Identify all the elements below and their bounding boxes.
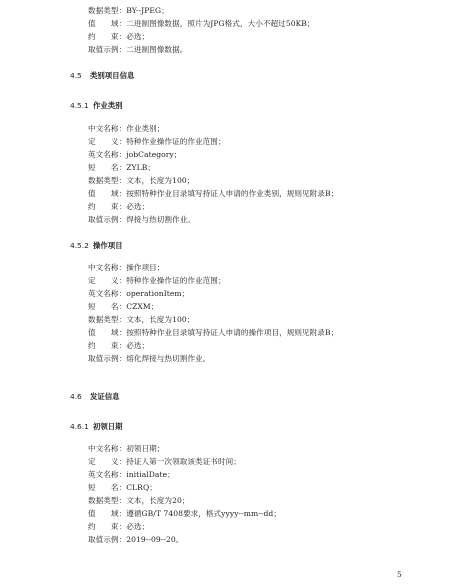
top-field-line: 值 域：二进制图像数据，照片为JPG格式，大小不超过50KB； [88, 19, 315, 28]
field-line: 值 域：遵循GB/T 7408要求，格式yyyy--mm--dd； [88, 509, 281, 518]
field-line: 短 名：ZYLB； [88, 163, 155, 172]
field-line: 值 域：按照特种作业目录填写持证人申请的作业类别，规则见附录B； [88, 189, 339, 198]
section-heading-4-5 [70, 71, 134, 81]
section-heading-4-5-1 [70, 101, 123, 111]
section-number: 4.6 [70, 392, 82, 401]
section-number: 4.5.2 [70, 241, 89, 250]
field-line: 中文名称：操作项目； [88, 263, 165, 272]
field-line: 短 名：CZXM； [88, 302, 159, 311]
section-heading-4-5-2 [70, 241, 123, 251]
field-line: 英文名称：operationItem； [88, 289, 190, 298]
field-line: 值 域：按照特种作业目录填写持证人申请的操作项目，规则见附录B； [88, 328, 339, 337]
section-title: 初领日期 [93, 422, 123, 431]
section-heading-4-6-1 [70, 422, 123, 432]
section-number: 4.5 [70, 71, 82, 80]
field-line: 约 束：必选； [88, 341, 150, 350]
field-line: 定 义：特种作业操作证的作业范围； [88, 276, 226, 285]
field-line: 英文名称：initialDate； [88, 470, 175, 479]
top-field-line: 约 束：必选； [88, 32, 150, 41]
section-title: 发证信息 [90, 392, 120, 401]
section-heading-4-6 [70, 392, 120, 402]
field-line: 中文名称：初领日期； [88, 444, 165, 453]
section-title: 作业类别 [93, 101, 123, 110]
field-line: 取值示例：焊接与热切割作业。 [88, 215, 196, 224]
field-line: 短 名：CLRQ； [88, 483, 157, 492]
field-line: 数据类型：文本，长度为100； [88, 315, 195, 324]
field-line: 取值示例：熔化焊接与热切割作业。 [88, 354, 211, 363]
field-line: 数据类型：文本，长度为100； [88, 176, 195, 185]
section-title: 类别项目信息 [90, 71, 135, 80]
field-line: 数据类型：文本，长度为20； [88, 496, 190, 505]
field-line: 定 义：特种作业操作证的作业范围； [88, 137, 226, 146]
field-line: 英文名称：jobCategory； [88, 150, 182, 159]
section-number: 4.5.1 [70, 101, 89, 110]
field-line: 中文名称：作业类别； [88, 124, 165, 133]
section-number: 4.6.1 [70, 422, 89, 431]
top-field-line: 数据类型：BY--JPEG； [88, 6, 169, 15]
field-line: 取值示例：2019--09--20。 [88, 535, 184, 544]
field-line: 约 束：必选； [88, 522, 150, 531]
field-line: 约 束：必选； [88, 202, 150, 211]
page-number: 5 [397, 570, 402, 579]
section-title: 操作项目 [93, 241, 123, 250]
top-field-line: 取值示例：二进制图像数据。 [88, 45, 188, 54]
field-line: 定 义：持证人第一次领取该类证书时间； [88, 457, 241, 466]
